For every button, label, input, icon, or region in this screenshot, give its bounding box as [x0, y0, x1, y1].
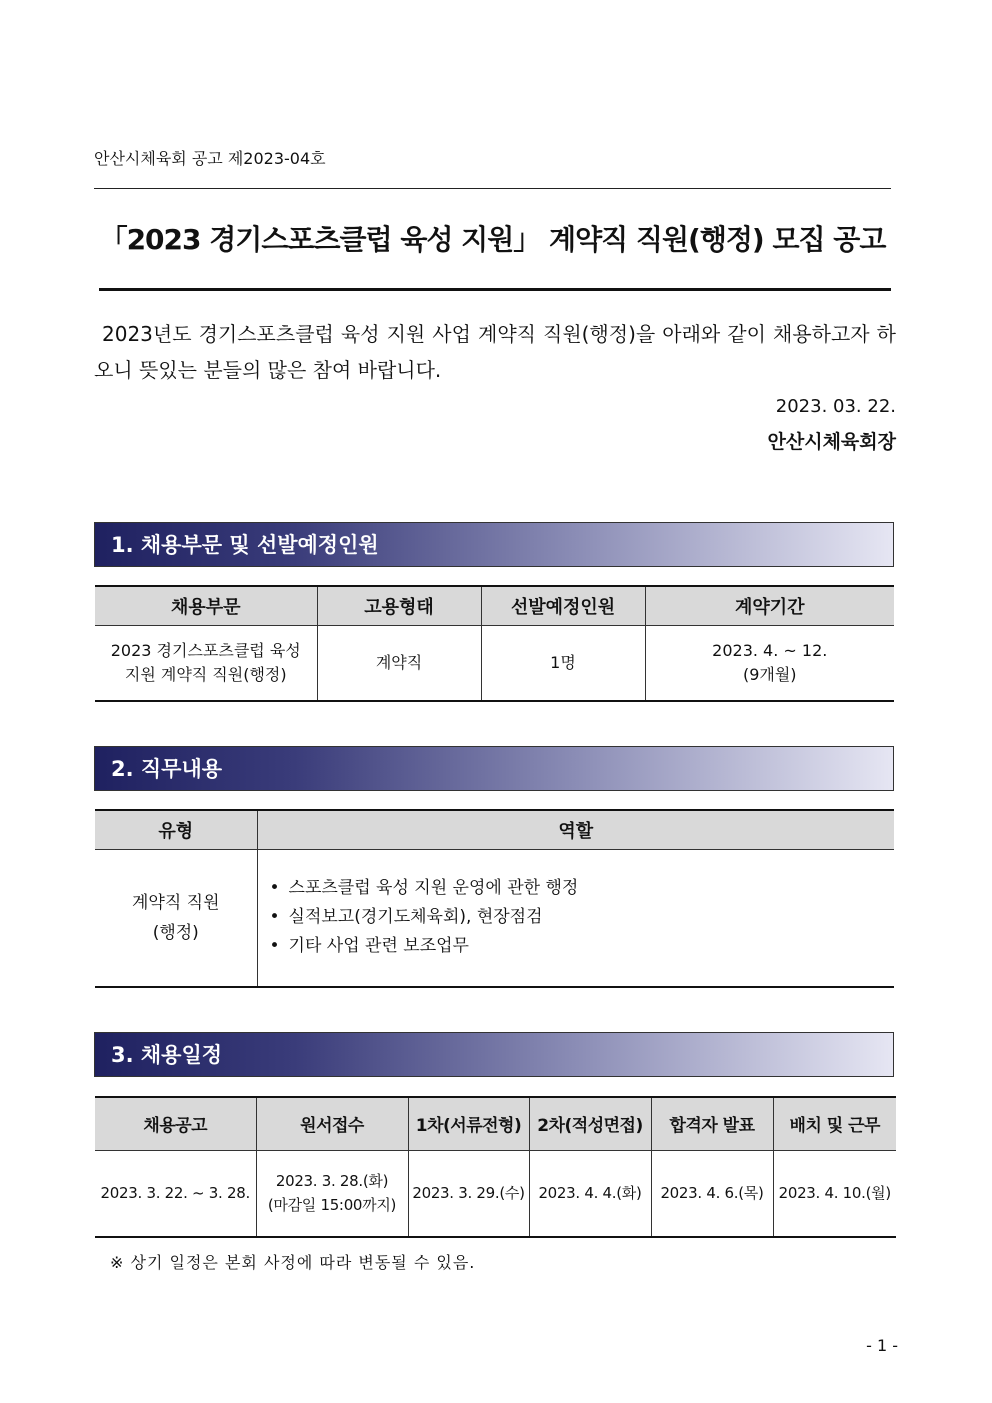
- issuer-name: 안산시체육회장: [767, 431, 896, 453]
- headcount-cell: 1명: [481, 625, 645, 701]
- notice-number: 안산시체육회 공고 제2023-04호: [94, 149, 326, 168]
- type-line: 계약직 직원: [131, 892, 220, 913]
- column-header: 1차(서류전형): [408, 1097, 529, 1150]
- placement-cell: 2023. 4. 10.(월): [773, 1150, 896, 1237]
- period-cell: [645, 625, 894, 701]
- column-header: 원서접수: [256, 1097, 408, 1150]
- roles-list: [258, 874, 895, 961]
- page-title: 「2023 경기스포츠클럽 육성 지원」 계약직 직원(행정) 모집 공고: [99, 223, 886, 256]
- announcement-cell: 2023. 3. 22. ~ 3. 28.: [95, 1150, 256, 1237]
- column-header: 유형: [95, 810, 257, 849]
- type-line: (행정): [152, 922, 199, 943]
- notice-date: 2023. 03. 22.: [775, 396, 896, 417]
- type-cell: [95, 849, 257, 987]
- list-item: • 실적보고(경기도체육회), 현장점검: [270, 903, 895, 932]
- column-header: 선발예정인원: [481, 586, 645, 625]
- roles-cell: [257, 849, 894, 987]
- table-row: [95, 625, 894, 701]
- division-cell: 2023 경기스포츠클럽 육성 지원 계약직 직원(행정): [95, 625, 317, 701]
- column-header: 채용공고: [95, 1097, 256, 1150]
- table-header-row: [95, 1097, 896, 1150]
- section1-heading: 1. 채용부문 및 선발예정인원: [94, 522, 894, 567]
- period-note: (9개월): [742, 664, 797, 684]
- list-item: • 기타 사업 관련 보조업무: [270, 932, 895, 961]
- section3-heading: 3. 채용일정: [94, 1032, 894, 1077]
- table-header-row: [95, 810, 894, 849]
- recruitment-table: [95, 585, 894, 702]
- period-value: 2023. 4. ~ 12.: [712, 640, 828, 660]
- job-duties-table: [95, 809, 894, 988]
- schedule-footnote: ※ 상기 일정은 본회 사정에 따라 변동될 수 있음.: [110, 1253, 476, 1272]
- application-cell: [256, 1150, 408, 1237]
- header-divider: [94, 188, 891, 189]
- result-cell: 2023. 4. 6.(목): [651, 1150, 773, 1237]
- second-round-cell: 2023. 4. 4.(화): [529, 1150, 651, 1237]
- table-row: [95, 849, 894, 987]
- intro-paragraph: 2023년도 경기스포츠클럽 육성 지원 사업 계약직 직원(행정)을 아래와 같이 채용하고자 하오니 뜻있는 분들의 많은 참여 바랍니다.: [94, 322, 896, 382]
- column-header: 역할: [257, 810, 894, 849]
- application-date: 2023. 3. 28.(화): [275, 1172, 389, 1191]
- column-header: 채용부문: [95, 586, 317, 625]
- column-header: 합격자 발표: [651, 1097, 773, 1150]
- title-divider: [99, 288, 891, 291]
- table-header-row: [95, 586, 894, 625]
- table-row: [95, 1150, 896, 1237]
- list-item: • 스포츠클럽 육성 지원 운영에 관한 행정: [270, 874, 895, 903]
- section2-heading: 2. 직무내용: [94, 746, 894, 791]
- column-header: 배치 및 근무: [773, 1097, 896, 1150]
- schedule-table: [95, 1096, 896, 1238]
- column-header: 계약기간: [645, 586, 894, 625]
- application-deadline: (마감일 15:00까지): [267, 1196, 397, 1215]
- column-header: 2차(적성면접): [529, 1097, 651, 1150]
- page-number: - 1 -: [866, 1336, 898, 1355]
- column-header: 고용형태: [317, 586, 481, 625]
- employment-type-cell: 계약직: [317, 625, 481, 701]
- first-round-cell: 2023. 3. 29.(수): [408, 1150, 529, 1237]
